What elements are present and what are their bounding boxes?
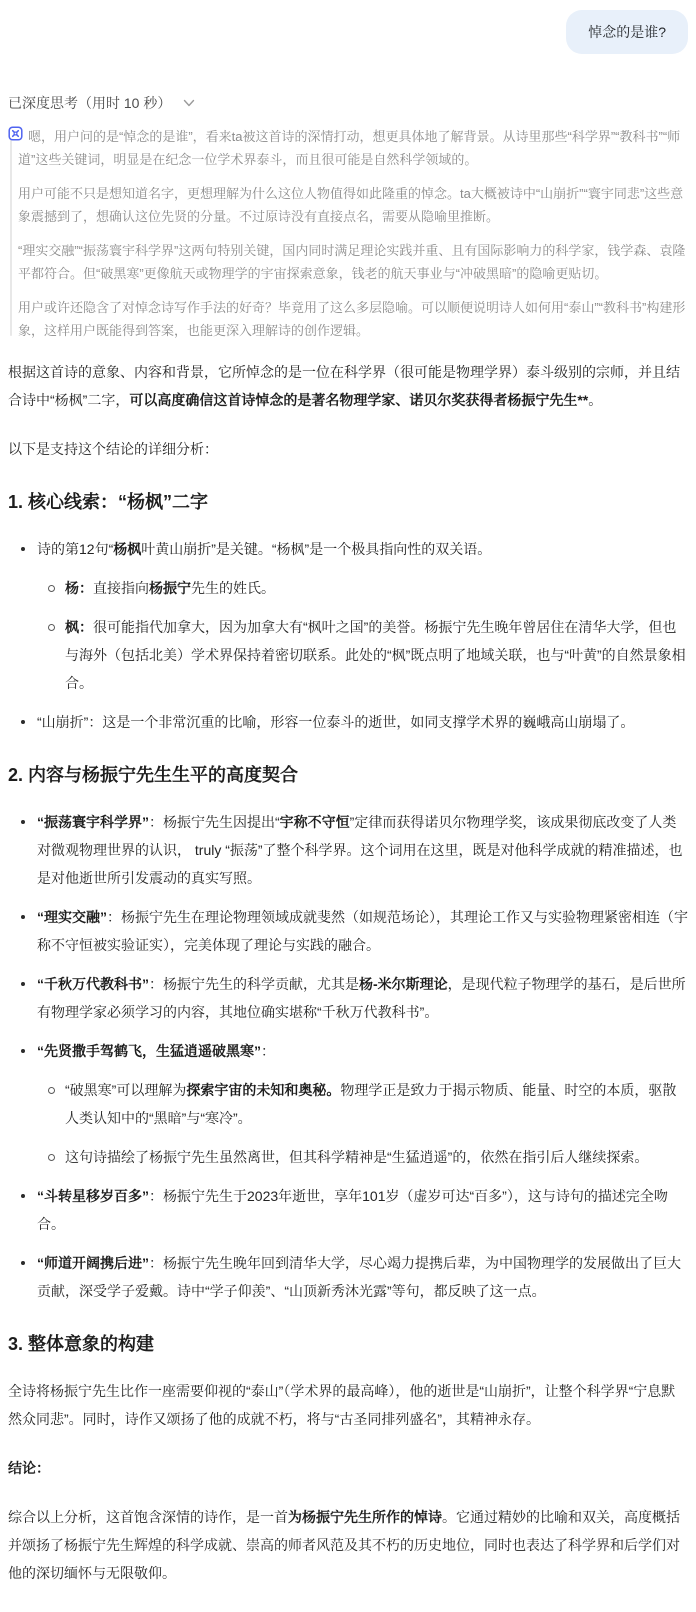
chevron-down-icon[interactable] [183, 97, 195, 109]
list-item [37, 613, 688, 697]
conclusion-paragraph: 综合以上分析，这首饱含深情的诗作，是一首为杨振宁先生所作的悼诗。它通过精妙的比喻和双关，高度概括并颂扬了杨振宁先生辉煌的科学成就、崇高的师者风范及其不朽的历史地位，同时也表达了科学界和后学们对他的深切缅怀与无限敬仰。 [8, 1509, 680, 1581]
section-1-heading: 1. 核心线索：“杨枫”二字 [8, 492, 209, 512]
list-item-text: “振荡寰宇科学界”：杨振宁先生因提出“宇称不守恒”定律而获得诺贝尔物理学奖，该成果彻底改变了人类对微观物理世界的认识， truly “振荡”了整个科学界。这个词用在这里，既是对他科学成就的精准描述，也是对他逝世所引发震动的真实写照。 [37, 814, 683, 886]
list-item-text: “斗转星移岁百多”：杨振宁先生于2023年逝世，享年101岁（虚岁可达“百多”），这与诗句的描述完全吻合。 [37, 1188, 668, 1232]
thinking-content [8, 125, 688, 342]
ai-logo-icon [8, 125, 23, 140]
section-1-list [8, 535, 688, 736]
list-item [8, 970, 688, 1026]
list-item-text: “理实交融”：杨振宁先生在理论物理领域成就斐然（如规范场论），其理论工作又与实验物理紧密相连（宇称不守恒被实验证实），完美体现了理论与实践的融合。 [37, 909, 688, 953]
list-item [37, 574, 688, 602]
list-item [8, 708, 688, 736]
section-2-heading: 2. 内容与杨振宁先生生平的高度契合 [8, 765, 299, 785]
conclusion-label: 结论： [8, 1460, 50, 1476]
thinking-paragraph [18, 125, 688, 171]
section-2-list [8, 808, 688, 1305]
section-3-heading: 3. 整体意象的构建 [8, 1334, 155, 1354]
list-item-text: “山崩折”：这是一个非常沉重的比喻，形容一位泰斗的逝世，如同支撑学术界的巍峨高山崩塌了。 [37, 714, 635, 730]
sub-list [37, 1076, 688, 1171]
answer-intro-paragraph: 根据这首诗的意象、内容和背景，它所悼念的是一位在科学界（很可能是物理学界）泰斗级别的宗师，并且结合诗中“杨枫”二字，可以高度确信这首诗悼念的是著名物理学家、诺贝尔奖获得者杨振宁先生**。 [8, 364, 680, 408]
list-item [8, 903, 688, 959]
list-item-text: “师道开阔携后进”：杨振宁先生晚年回到清华大学，尽心竭力提携后辈，为中国物理学的发展做出了巨大贡献，深受学子爱戴。诗中“学子仰羡”、“山顶新秀沐光露”等句，都反映了这一点。 [37, 1255, 681, 1299]
list-item [37, 1143, 688, 1171]
list-item [8, 1249, 688, 1305]
list-item-text: 这句诗描绘了杨振宁先生虽然离世，但其科学精神是“生猛逍遥”的，依然在指引后人继续探索。 [65, 1149, 649, 1165]
thinking-status-label: 已深度思考（用时 10 秒） [8, 95, 172, 111]
user-message-row [8, 10, 688, 54]
section-3-paragraph: 全诗将杨振宁先生比作一座需要仰视的“泰山”（学术界的最高峰），他的逝世是“山崩折”，让整个科学界“宁息默然众同悲”。同时，诗作又颂扬了他的成就不朽，将与“古圣同排列盛名”，其精神永存。 [8, 1383, 676, 1427]
thinking-paragraph: “理实交融”“振荡寰宇科学界”这两句特别关键，国内同时满足理论实践并重、且有国际影响力的科学家，钱学森、袁隆平都符合。但“破黑寒”更像航天或物理学的宇宙探索意象，钱老的航天事业与“冲破黑暗”的隐喻更贴切。 [18, 243, 686, 281]
user-message-bubble: 悼念的是谁? [566, 10, 688, 54]
list-item [8, 1037, 688, 1171]
thinking-paragraph: 用户可能不只是想知道名字，更想理解为什么这位人物值得如此隆重的悼念。ta大概被诗中“山崩折”“寰宇同悲”这些意象震撼到了，想确认这位先贤的分量。不过原诗没有直接点名，需要从隐喻里推断。 [18, 186, 684, 224]
list-item-text: 诗的第12句“杨枫叶黄山崩折”是关键。“杨枫”是一个极具指向性的双关语。 [37, 541, 492, 557]
list-item [8, 808, 688, 892]
sub-list [37, 574, 688, 697]
list-item-text: 枫：很可能指代加拿大，因为加拿大有“枫叶之国”的美誉。杨振宁先生晚年曾居住在清华大学，但也与海外（包括北美）学术界保持着密切联系。此处的“枫”既点明了地域关联，也与“叶黄”的自然景象相合。 [65, 619, 686, 691]
thinking-paragraph: 用户或许还隐含了对悼念诗写作手法的好奇？毕竟用了这么多层隐喻。可以顺便说明诗人如何用“泰山”“教科书”构建形象，这样用户既能得到答案，也能更深入理解诗的创作逻辑。 [18, 300, 686, 338]
list-item [8, 1182, 688, 1238]
thinking-toggle[interactable] [8, 93, 195, 113]
assistant-response [8, 358, 688, 1587]
answer-leadin-paragraph: 以下是支持这个结论的详细分析： [8, 441, 218, 457]
list-item-text: “先贤撒手驾鹤飞，生猛逍遥破黑寒”： [37, 1043, 275, 1059]
list-item-text: 杨：直接指向杨振宁先生的姓氏。 [65, 580, 275, 596]
list-item-text: “千秋万代教科书”：杨振宁先生的科学贡献，尤其是杨-米尔斯理论，是现代粒子物理学的基石，是后世所有物理学家必须学习的内容，其地位确实堪称“千秋万代教科书”。 [37, 976, 686, 1020]
list-item [8, 535, 688, 697]
list-item-text: “破黑寒”可以理解为探索宇宙的未知和奥秘。物理学正是致力于揭示物质、能量、时空的本质，驱散人类认知中的“黑暗”与“寒冷”。 [65, 1082, 677, 1126]
thinking-paragraph-text: 嗯，用户问的是“悼念的是谁”，看来ta被这首诗的深情打动，想更具体地了解背景。从诗里那些“科学界”“教科书”“师道”这些关键词，明显是在纪念一位学术界泰斗，而且很可能是自然科学领域的。 [18, 129, 681, 167]
list-item [37, 1076, 688, 1132]
